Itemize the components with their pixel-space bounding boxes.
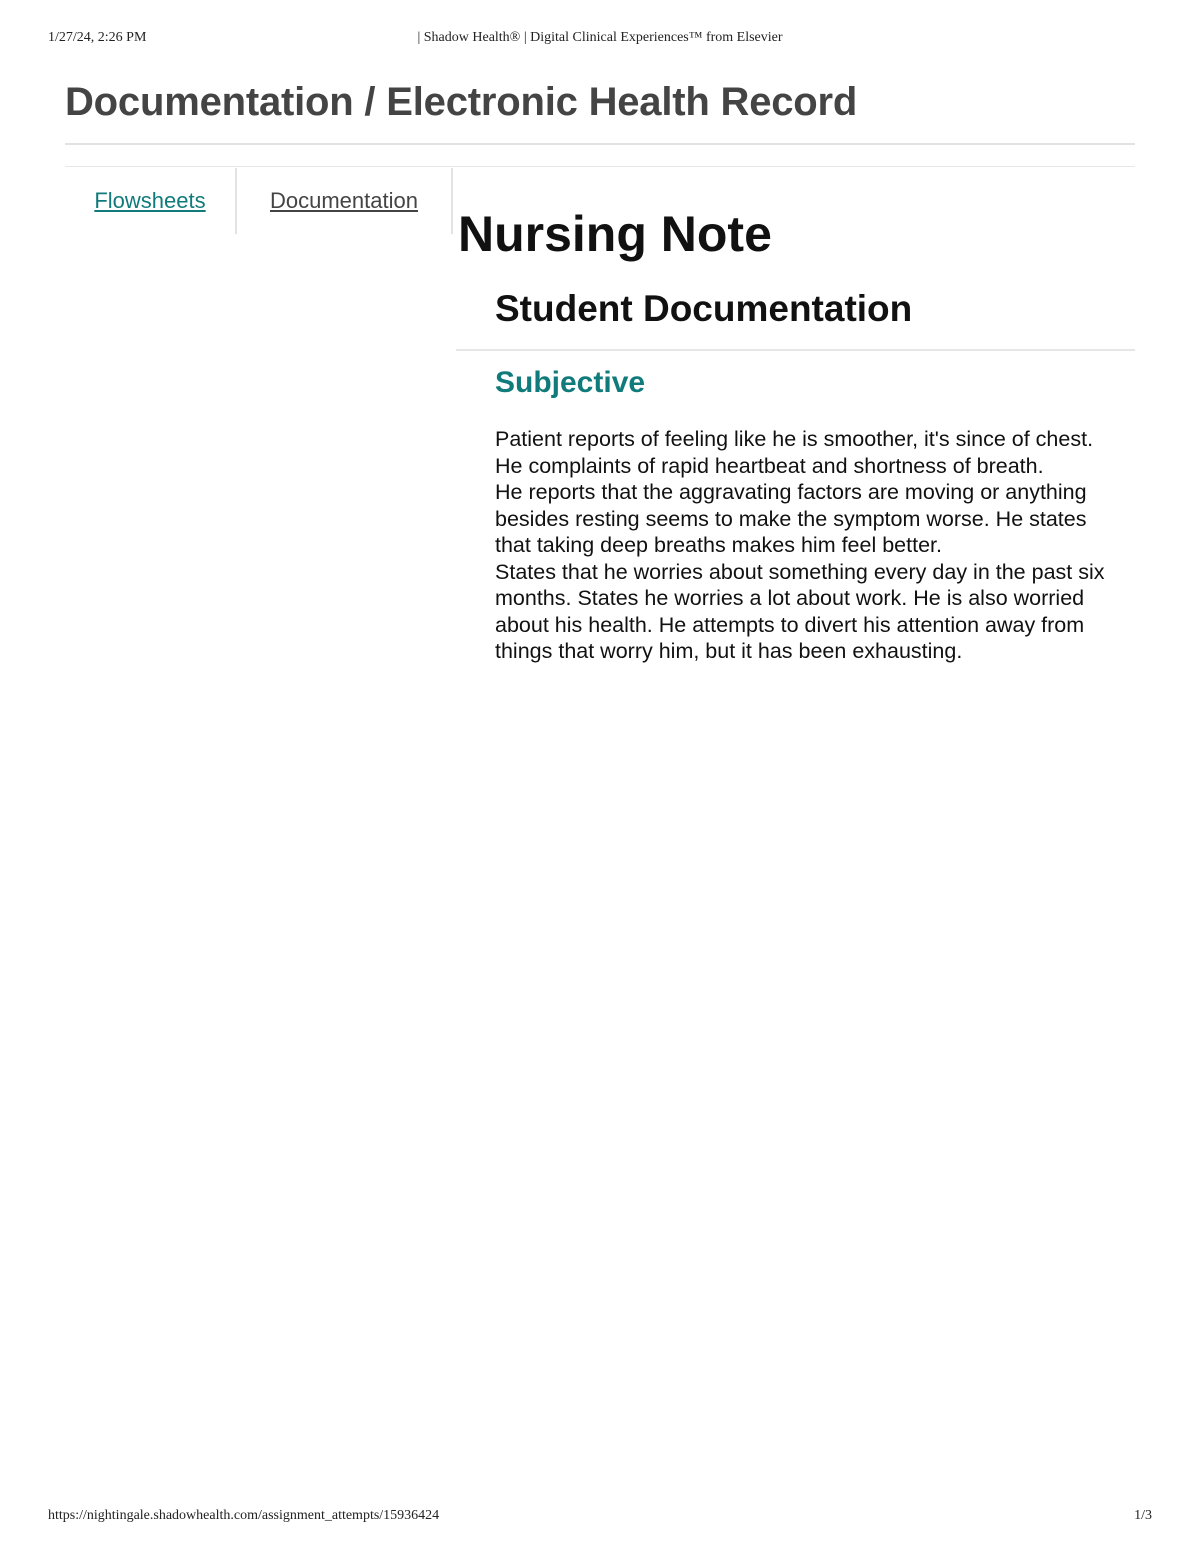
- print-page-number: 1/3: [1134, 1508, 1152, 1523]
- page-title: Documentation / Electronic Health Record: [65, 80, 858, 124]
- tab-bar: [65, 168, 455, 236]
- print-header: [48, 30, 1152, 50]
- note-subtitle: Student Documentation: [495, 288, 913, 329]
- print-footer: [48, 1508, 1152, 1528]
- section-divider: [456, 349, 1135, 351]
- tabs-divider: [65, 166, 1135, 167]
- tab-documentation[interactable]: Documentation: [235, 168, 453, 234]
- note-paragraph: He reports that the aggravating factors are moving or anything besides resting seems to make the symptom worse. He states that taking deep breaths makes him feel better.: [495, 480, 1087, 557]
- note-paragraph: Patient reports of feeling like he is smoother, it's since of chest. He complaints of rapid heartbeat and shortness of breath.: [495, 427, 1094, 478]
- title-divider: [65, 143, 1135, 145]
- print-date: 1/27/24, 2:26 PM: [48, 30, 147, 45]
- tab-flowsheets[interactable]: Flowsheets: [94, 188, 206, 213]
- print-document-title: | Shadow Health® | Digital Clinical Experiences™ from Elsevier: [417, 30, 783, 45]
- print-url: https://nightingale.shadowhealth.com/assignment_attempts/15936424: [48, 1508, 440, 1523]
- note-paragraph: States that he worries about something every day in the past six months. States he worries a lot about work. He is also worried about his health. He attempts to divert his attention away from things that worry him, but it has been exhausting.: [495, 559, 1105, 663]
- note-title: Nursing Note: [458, 206, 772, 262]
- note-body: [495, 426, 1110, 665]
- subjective-heading: Subjective: [495, 366, 646, 399]
